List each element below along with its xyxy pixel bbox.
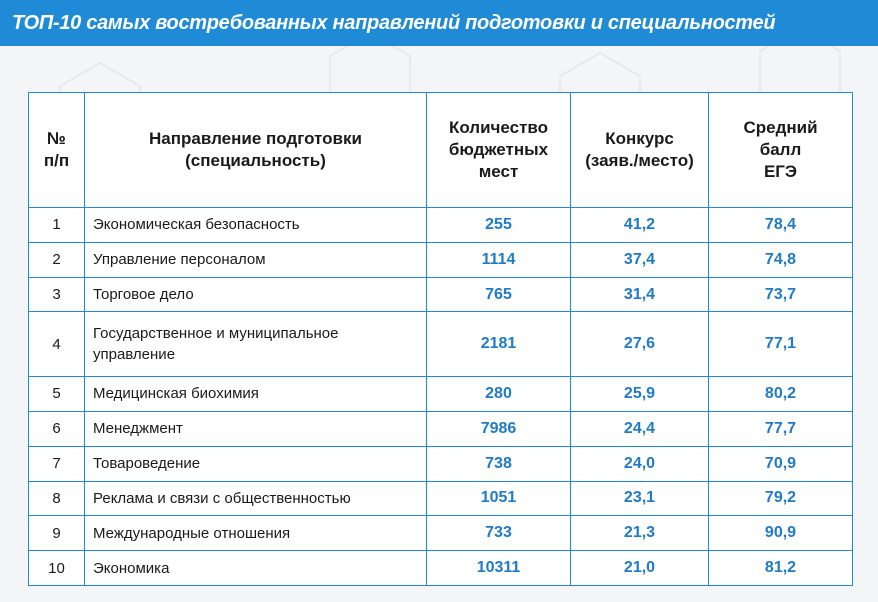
row-budget-places: 2181 — [427, 312, 571, 377]
row-direction: Медицинская биохимия — [85, 377, 427, 412]
row-contest: 27,6 — [571, 312, 709, 377]
table-row — [29, 516, 853, 551]
row-budget-places: 1051 — [427, 481, 571, 516]
row-contest: 37,4 — [571, 242, 709, 277]
table-row — [29, 446, 853, 481]
table-row — [29, 242, 853, 277]
header-score-line1: Средний — [743, 118, 818, 137]
row-direction: Реклама и связи с общественностью — [85, 481, 427, 516]
header-direction — [85, 93, 427, 208]
header-places-line1: Количество — [448, 118, 549, 137]
row-number: 6 — [29, 411, 85, 446]
table-row — [29, 551, 853, 586]
row-budget-places: 10311 — [427, 551, 571, 586]
row-average-score: 90,9 — [709, 516, 853, 551]
row-number: 1 — [29, 208, 85, 243]
row-direction: Товароведение — [85, 446, 427, 481]
row-budget-places: 733 — [427, 516, 571, 551]
header-average-score — [709, 93, 853, 208]
row-number: 10 — [29, 551, 85, 586]
table-row — [29, 277, 853, 312]
row-average-score: 77,1 — [709, 312, 853, 377]
header-places-line2: бюджетных — [448, 140, 549, 159]
row-average-score: 81,2 — [709, 551, 853, 586]
row-number: 2 — [29, 242, 85, 277]
row-direction-line2: управление — [93, 346, 176, 364]
table-row — [29, 481, 853, 516]
row-average-score: 80,2 — [709, 377, 853, 412]
row-number: 8 — [29, 481, 85, 516]
row-average-score: 78,4 — [709, 208, 853, 243]
row-budget-places: 280 — [427, 377, 571, 412]
header-direction-line1: Направление подготовки — [149, 129, 362, 148]
row-number: 3 — [29, 277, 85, 312]
table-header-row — [29, 93, 853, 208]
header-number-line1: № — [47, 129, 66, 148]
row-number: 4 — [29, 312, 85, 377]
row-direction: Менеджмент — [85, 411, 427, 446]
row-budget-places: 7986 — [427, 411, 571, 446]
row-contest: 24,4 — [571, 411, 709, 446]
table-row — [29, 312, 853, 377]
row-direction — [85, 312, 427, 377]
table-row — [29, 411, 853, 446]
table-row — [29, 208, 853, 243]
header-direction-line2: (специальность) — [185, 151, 326, 170]
data-table-card — [28, 92, 852, 586]
page-title: ТОП-10 самых востребованных направлений подготовки и специальностей — [12, 11, 776, 34]
row-direction: Управление персоналом — [85, 242, 427, 277]
row-contest: 21,3 — [571, 516, 709, 551]
row-number: 7 — [29, 446, 85, 481]
header-score-line2: балл — [759, 140, 802, 159]
row-contest: 21,0 — [571, 551, 709, 586]
header-places-line3: мест — [478, 162, 519, 181]
row-budget-places: 1114 — [427, 242, 571, 277]
row-average-score: 79,2 — [709, 481, 853, 516]
row-contest: 23,1 — [571, 481, 709, 516]
row-budget-places: 255 — [427, 208, 571, 243]
row-average-score: 74,8 — [709, 242, 853, 277]
header-number — [29, 93, 85, 208]
header-contest — [571, 93, 709, 208]
header-number-line2: п/п — [43, 151, 70, 170]
row-average-score: 77,7 — [709, 411, 853, 446]
row-budget-places: 738 — [427, 446, 571, 481]
header-contest-line1: Конкурс — [605, 129, 674, 148]
row-average-score: 70,9 — [709, 446, 853, 481]
row-direction: Международные отношения — [85, 516, 427, 551]
row-number: 5 — [29, 377, 85, 412]
header-budget-places — [427, 93, 571, 208]
row-average-score: 73,7 — [709, 277, 853, 312]
header-contest-line2: (заяв./место) — [585, 151, 694, 170]
title-bar — [0, 0, 878, 46]
specialties-table — [28, 92, 853, 586]
table-row — [29, 377, 853, 412]
row-number: 9 — [29, 516, 85, 551]
row-direction: Экономика — [85, 551, 427, 586]
row-contest: 25,9 — [571, 377, 709, 412]
header-score-line3: ЕГЭ — [763, 162, 798, 181]
row-direction: Экономическая безопасность — [85, 208, 427, 243]
row-contest: 31,4 — [571, 277, 709, 312]
row-contest: 41,2 — [571, 208, 709, 243]
row-direction-line1: Государственное и муниципальное — [93, 325, 339, 343]
row-contest: 24,0 — [571, 446, 709, 481]
row-direction: Торговое дело — [85, 277, 427, 312]
row-budget-places: 765 — [427, 277, 571, 312]
